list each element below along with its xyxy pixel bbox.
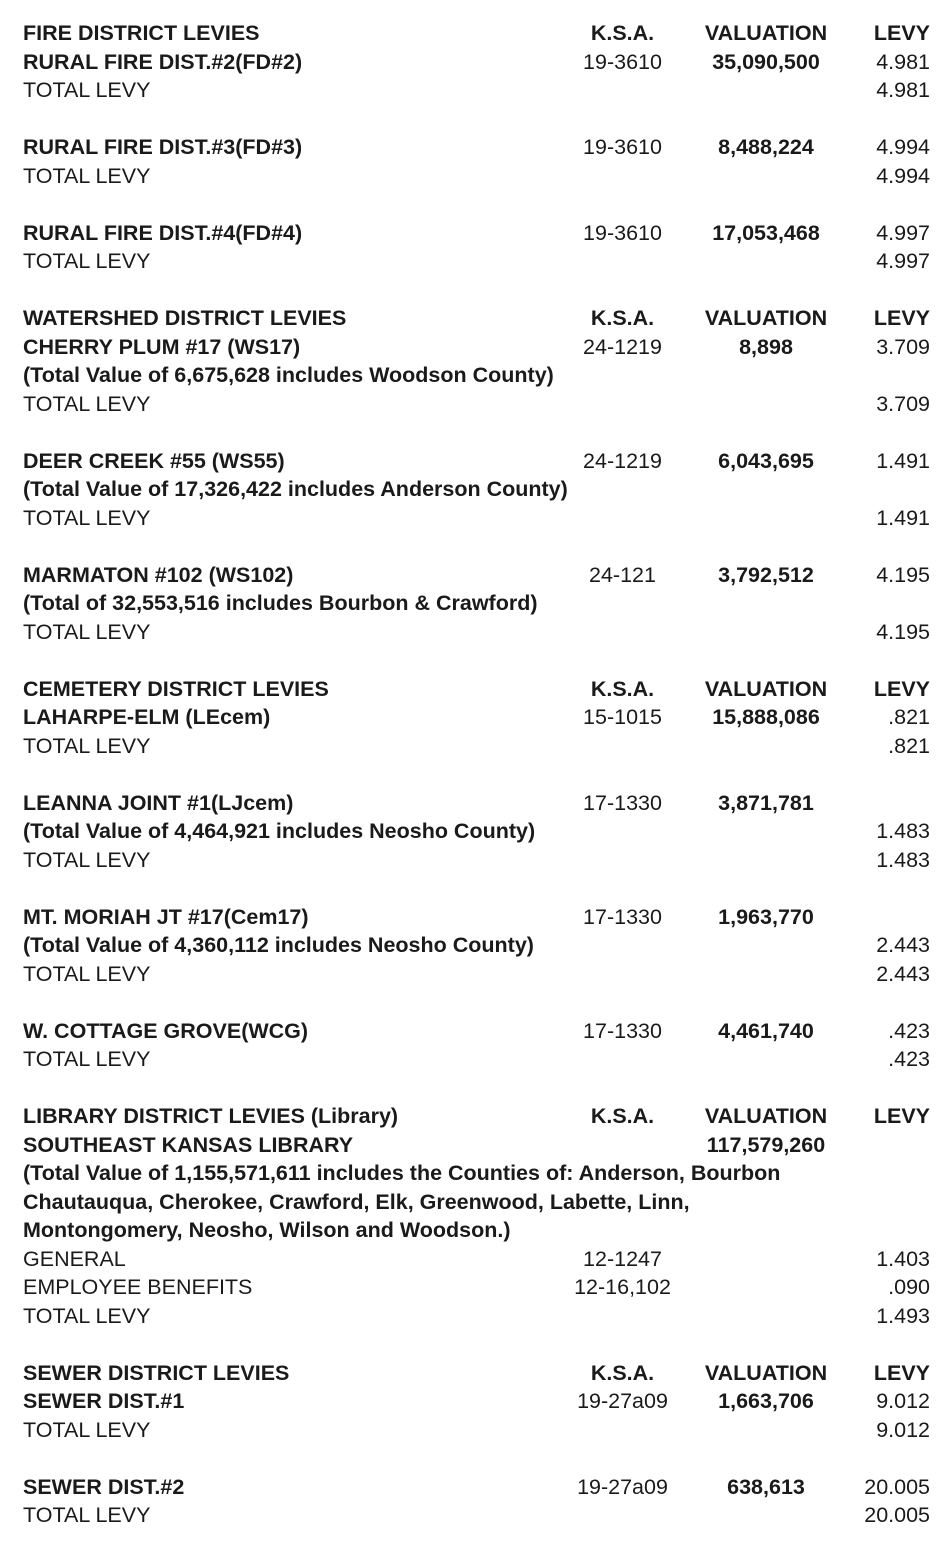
row-label: Montongomery, Neosho, Wilson and Woodson.) <box>23 1218 511 1242</box>
spacer <box>0 1074 938 1103</box>
section-title: FIRE DISTRICT LEVIES <box>23 21 260 45</box>
ksa-cell: 12-1247 <box>583 1246 662 1271</box>
total-levy-row <box>0 1045 938 1074</box>
valuation-cell: VALUATION <box>704 21 828 45</box>
levy-cell: 1.483 <box>876 847 930 872</box>
district-row <box>0 703 938 732</box>
levy-cell: 4.195 <box>876 619 930 644</box>
levy-cell: 2.443 <box>876 933 930 957</box>
total-levy-row <box>0 960 938 989</box>
valuation-cell: 117,579,260 <box>706 1132 826 1157</box>
levy-cell: 4.981 <box>876 78 930 102</box>
row-label: SEWER DIST.#2 <box>23 1474 185 1499</box>
levy-cell: 1.493 <box>876 1303 930 1328</box>
levy-cell: 1.483 <box>876 819 930 843</box>
levy-cell: 20.005 <box>864 1503 930 1527</box>
district-row <box>0 333 938 362</box>
valuation-cell: 6,043,695 <box>718 448 814 473</box>
district-row <box>0 1017 938 1046</box>
ksa-cell: 19-27a09 <box>577 1474 668 1499</box>
row-label: MARMATON #102 (WS102) <box>23 562 294 587</box>
district-row <box>0 561 938 590</box>
total-levy-row <box>0 390 938 419</box>
levy-cell: 20.005 <box>864 1474 930 1499</box>
district-row <box>0 1387 938 1416</box>
levy-cell: .090 <box>888 1275 930 1299</box>
levy-cell: 4.981 <box>876 49 930 74</box>
row-label: Chautauqua, Cherokee, Crawford, Elk, Greenwood, Labette, Linn, <box>23 1189 690 1214</box>
district-row <box>0 219 938 248</box>
ksa-cell: 12-16,102 <box>574 1275 671 1299</box>
note-row <box>0 361 938 390</box>
levy-cell: 4.997 <box>876 249 930 273</box>
ksa-cell: K.S.A. <box>590 676 655 701</box>
total-levy-row <box>0 162 938 191</box>
valuation-cell: 4,461,740 <box>718 1018 814 1043</box>
ksa-cell: 15-1015 <box>583 705 662 729</box>
note-row <box>0 1216 938 1245</box>
levy-cell: 4.195 <box>876 562 930 587</box>
levy-cell: 4.997 <box>876 220 930 245</box>
spacer <box>0 988 938 1017</box>
row-label: GENERAL <box>23 1246 126 1271</box>
district-row <box>0 133 938 162</box>
spacer <box>0 105 938 134</box>
levy-cell: 1.403 <box>876 1246 930 1271</box>
ksa-cell: 24-1219 <box>583 334 662 359</box>
note-row <box>0 817 938 846</box>
valuation-cell: 1,663,706 <box>718 1389 814 1413</box>
ksa-cell: 24-1219 <box>583 448 662 473</box>
row-label: TOTAL LEVY <box>23 1303 151 1328</box>
levy-cell: LEVY <box>873 1104 930 1128</box>
row-label: RURAL FIRE DIST.#3(FD#3) <box>23 135 303 159</box>
note-row <box>0 475 938 504</box>
row-label: TOTAL LEVY <box>23 505 151 530</box>
levy-cell: 4.994 <box>876 163 930 188</box>
spacer <box>0 874 938 903</box>
row-label: TOTAL LEVY <box>23 163 151 188</box>
levy-cell: .821 <box>888 733 930 758</box>
row-label: TOTAL LEVY <box>23 847 151 872</box>
section-header-row <box>0 304 938 333</box>
ksa-cell: 17-1330 <box>583 790 662 815</box>
valuation-cell: 8,488,224 <box>718 135 814 159</box>
row-label: DEER CREEK #55 (WS55) <box>23 448 285 473</box>
total-levy-row <box>0 618 938 647</box>
fund-row <box>0 1245 938 1274</box>
ksa-cell: 17-1330 <box>583 904 662 929</box>
row-label: (Total Value of 4,360,112 includes Neosho County) <box>23 933 534 957</box>
row-label: TOTAL LEVY <box>23 961 151 986</box>
ksa-cell: K.S.A. <box>590 1360 655 1385</box>
note-row <box>0 1188 938 1217</box>
ksa-cell: 17-1330 <box>583 1018 662 1043</box>
row-label: (Total Value of 17,326,422 includes Anderson County) <box>23 477 568 501</box>
valuation-cell: VALUATION <box>704 1104 828 1128</box>
note-row <box>0 589 938 618</box>
section-title: CEMETERY DISTRICT LEVIES <box>23 676 329 701</box>
row-label: LEANNA JOINT #1(LJcem) <box>23 790 294 815</box>
levy-cell: 2.443 <box>876 961 930 986</box>
valuation-cell: 3,792,512 <box>718 562 814 587</box>
total-levy-row <box>0 1501 938 1530</box>
district-row <box>0 1473 938 1502</box>
total-levy-row <box>0 846 938 875</box>
valuation-cell: 17,053,468 <box>712 220 820 245</box>
row-label: TOTAL LEVY <box>23 391 151 416</box>
spacer <box>0 532 938 561</box>
levy-cell: 1.491 <box>876 448 930 473</box>
ksa-cell: 19-27a09 <box>577 1389 668 1413</box>
valuation-cell: VALUATION <box>704 306 828 330</box>
levy-cell: 3.709 <box>876 391 930 416</box>
district-row <box>0 48 938 77</box>
section-header-row <box>0 675 938 704</box>
row-label: TOTAL LEVY <box>23 1503 151 1527</box>
valuation-cell: VALUATION <box>704 1360 828 1385</box>
section-header-row <box>0 1359 938 1388</box>
ksa-cell: 19-3610 <box>583 135 662 159</box>
valuation-cell: VALUATION <box>704 676 828 701</box>
levy-cell: 9.012 <box>876 1389 930 1413</box>
ksa-cell: K.S.A. <box>590 306 655 330</box>
valuation-cell: 638,613 <box>727 1474 805 1499</box>
row-label: TOTAL LEVY <box>23 1047 151 1071</box>
levy-cell: .821 <box>888 705 930 729</box>
row-label: TOTAL LEVY <box>23 1417 151 1442</box>
row-label: TOTAL LEVY <box>23 249 151 273</box>
district-row <box>0 903 938 932</box>
fund-row <box>0 1273 938 1302</box>
levy-cell: LEVY <box>873 676 930 701</box>
levy-cell: 9.012 <box>876 1417 930 1442</box>
valuation-cell: 35,090,500 <box>712 49 820 74</box>
spacer <box>0 1444 938 1473</box>
valuation-cell: 1,963,770 <box>718 904 814 929</box>
spacer <box>0 418 938 447</box>
total-levy-row <box>0 504 938 533</box>
row-label: EMPLOYEE BENEFITS <box>23 1275 253 1299</box>
valuation-cell: 8,898 <box>739 334 793 359</box>
row-label: RURAL FIRE DIST.#2(FD#2) <box>23 49 303 74</box>
spacer <box>0 1330 938 1359</box>
total-levy-row <box>0 1302 938 1331</box>
district-row <box>0 789 938 818</box>
levy-cell: 3.709 <box>876 334 930 359</box>
row-label: TOTAL LEVY <box>23 78 151 102</box>
section-header-row <box>0 19 938 48</box>
row-label: TOTAL LEVY <box>23 733 151 758</box>
levy-document <box>0 19 938 1530</box>
row-label: W. COTTAGE GROVE(WCG) <box>23 1018 309 1043</box>
district-row <box>0 1131 938 1160</box>
spacer <box>0 190 938 219</box>
district-row <box>0 447 938 476</box>
row-label: MT. MORIAH JT #17(Cem17) <box>23 904 309 929</box>
levy-cell: LEVY <box>873 306 930 330</box>
total-levy-row <box>0 1416 938 1445</box>
row-label: SOUTHEAST KANSAS LIBRARY <box>23 1132 354 1157</box>
levy-cell: 4.994 <box>876 135 930 159</box>
total-levy-row <box>0 76 938 105</box>
levy-cell: .423 <box>888 1018 930 1043</box>
levy-cell: .423 <box>888 1047 930 1071</box>
levy-cell: 1.491 <box>876 505 930 530</box>
section-title: SEWER DISTRICT LEVIES <box>23 1360 290 1385</box>
spacer <box>0 276 938 305</box>
row-label: TOTAL LEVY <box>23 619 151 644</box>
ksa-cell: 24-121 <box>589 562 656 587</box>
levy-cell: LEVY <box>873 1360 930 1385</box>
levy-cell: LEVY <box>873 21 930 45</box>
note-row <box>0 931 938 960</box>
row-label: CHERRY PLUM #17 (WS17) <box>23 334 301 359</box>
valuation-cell: 3,871,781 <box>718 790 814 815</box>
ksa-cell: K.S.A. <box>590 1104 655 1128</box>
valuation-cell: 15,888,086 <box>712 705 820 729</box>
row-label: (Total Value of 1,155,571,611 includes the Counties of: Anderson, Bourbon <box>23 1161 781 1185</box>
ksa-cell: 19-3610 <box>583 49 662 74</box>
row-label: SEWER DIST.#1 <box>23 1389 185 1413</box>
row-label: (Total Value of 6,675,628 includes Woodson County) <box>23 363 554 387</box>
section-title: LIBRARY DISTRICT LEVIES (Library) <box>23 1104 399 1128</box>
row-label: (Total of 32,553,516 includes Bourbon & Crawford) <box>23 591 538 615</box>
spacer <box>0 646 938 675</box>
ksa-cell: K.S.A. <box>590 21 655 45</box>
row-label: (Total Value of 4,464,921 includes Neosho County) <box>23 819 536 843</box>
total-levy-row <box>0 732 938 761</box>
section-title: WATERSHED DISTRICT LEVIES <box>23 306 347 330</box>
ksa-cell: 19-3610 <box>583 220 662 245</box>
section-header-row <box>0 1102 938 1131</box>
total-levy-row <box>0 247 938 276</box>
spacer <box>0 760 938 789</box>
note-row <box>0 1159 938 1188</box>
row-label: RURAL FIRE DIST.#4(FD#4) <box>23 220 303 245</box>
row-label: LAHARPE-ELM (LEcem) <box>23 705 271 729</box>
